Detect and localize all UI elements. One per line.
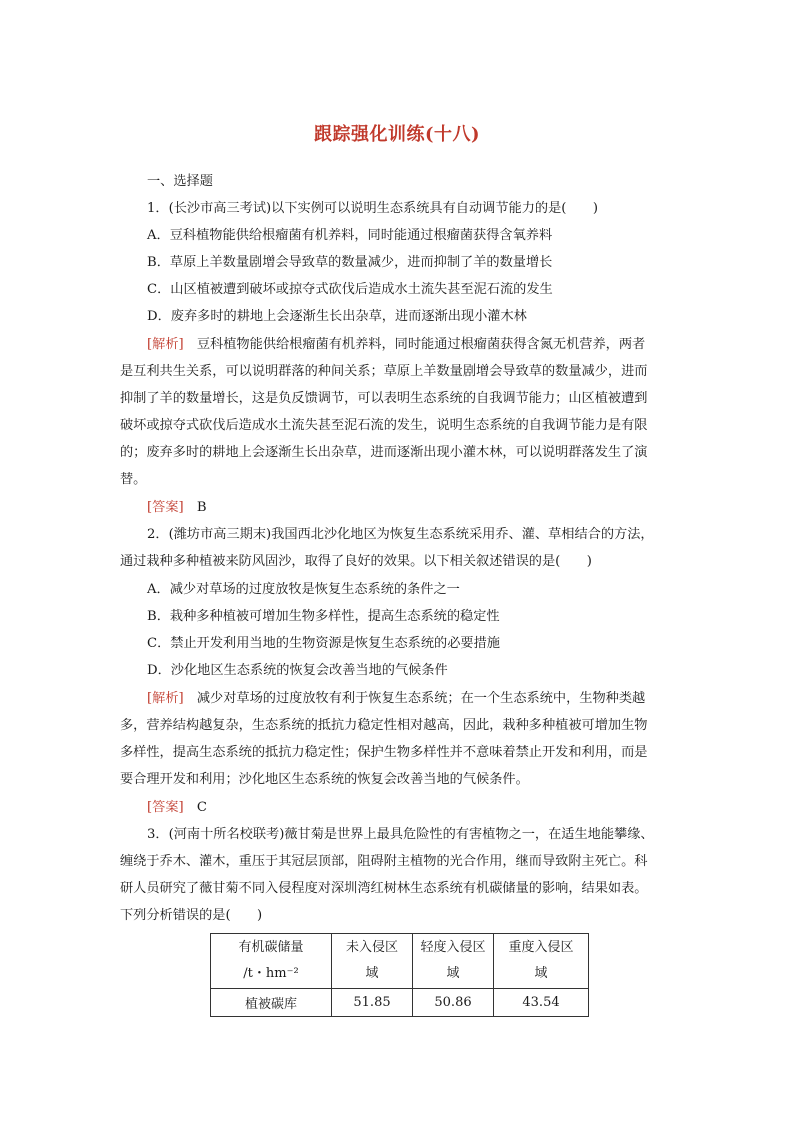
carbon-storage-table: [210, 933, 589, 1017]
q1-analysis-line-2: 是互利共生关系，可以说明群落的种间关系；草原上羊数量剧增会导致草的数量减少，进而: [120, 364, 648, 379]
q1-option-a: A．豆科植物能供给根瘤菌有机养料，同时能通过根瘤菌获得含氧养料: [147, 228, 553, 243]
q1-analysis-line-4: 破坏或掠夺式砍伐后造成水土流失甚至泥石流的发生，说明生态系统的自我调节能力是有限: [120, 418, 648, 433]
q1-analysis-label: [解析]: [147, 337, 184, 352]
question-2-stem-line-1: 2．(潍坊市高三期末)我国西北沙化地区为恢复生态系统采用乔、灌、草相结合的方法，: [147, 527, 654, 542]
question-3-stem-line-3: 研人员研究了薇甘菊不同入侵程度对深圳湾红树林生态系统有机碳储量的影响，结果如表。: [120, 881, 648, 896]
question-2-stem-line-2: 通过栽种多种植被来防风固沙，取得了良好的效果。以下相关叙述错误的是( ): [120, 554, 592, 569]
table-header-cell: 重度入侵区 域: [494, 934, 589, 989]
q2-option-b: B．栽种多种植被可增加生物多样性，提高生态系统的稳定性: [147, 609, 500, 624]
q2-analysis-line-2: 多，营养结构越复杂，生态系统的抵抗力稳定性相对越高，因此，栽种多种植被可增加生物: [120, 718, 648, 733]
q1-answer-value: B: [183, 500, 207, 515]
table-header-row: [211, 934, 589, 989]
question-3-stem-line-1: 3．(河南十所名校联考)薇甘菊是世界上最具危险性的有害植物之一，在适生地能攀缘、: [147, 827, 654, 842]
q1-answer-label: [答案]: [147, 500, 184, 515]
q2-analysis-line-3: 多样性，提高生态系统的抵抗力稳定性；保护生物多样性并不意味着禁止开发和利用，而是: [120, 745, 648, 760]
q2-option-c: C．禁止开发利用当地的生物资源是恢复生态系统的必要措施: [147, 636, 500, 651]
q1-option-d: D．废弃多时的耕地上会逐渐生长出杂草，进而逐渐出现小灌木林: [147, 309, 527, 324]
question-1-stem: 1．(长沙市高三考试)以下实例可以说明生态系统具有自动调节能力的是( ): [147, 201, 598, 216]
q2-answer-value: C: [183, 800, 207, 815]
section-heading: 一、选择题: [147, 174, 213, 189]
table-header-cell: 未入侵区 域: [332, 934, 413, 989]
q2-answer-label: [答案]: [147, 800, 184, 815]
q1-answer: [147, 494, 207, 522]
q1-analysis-line-5: 的；废弃多时的耕地上会逐渐生长出杂草，进而逐渐出现小灌木林，可以说明群落发生了演: [120, 445, 648, 460]
question-3-stem-line-2: 缠绕于乔木、灌木，重压于其冠层顶部，阻碍附主植物的光合作用，继而导致附主死亡。科: [120, 854, 648, 869]
q2-answer: [147, 794, 207, 822]
table-header-cell: 轻度入侵区 域: [413, 934, 494, 989]
q2-analysis-line-4: 要合理开发和利用；沙化地区生态系统的恢复会改善当地的气候条件。: [120, 772, 529, 787]
q1-option-b: B．草原上羊数量剧增会导致草的数量减少，进而抑制了羊的数量增长: [147, 255, 553, 270]
table-cell: 植被碳库: [211, 989, 332, 1017]
page-title: 跟踪强化训练(十八): [313, 124, 481, 145]
q2-analysis-line-1: [解析] 减少对草场的过度放牧有利于恢复生态系统；在一个生态系统中，生物种类越: [147, 691, 646, 706]
question-3-stem-line-4: 下列分析错误的是( ): [120, 908, 263, 923]
q1-option-c: C．山区植被遭到破坏或掠夺式砍伐后造成水土流失甚至泥石流的发生: [147, 282, 553, 297]
q1-analysis-line-3: 抑制了羊的数量增长，这是负反馈调节，可以表明生态系统的自我调节能力；山区植被遭到: [120, 391, 648, 406]
table-row: [211, 989, 589, 1017]
q1-analysis-line-1: [解析] 豆科植物能供给根瘤菌有机养料，同时能通过根瘤菌获得含氮无机营养，两者: [147, 337, 646, 352]
table-cell: 51.85: [332, 989, 413, 1017]
table-header-cell: 有机碳储量 /t・hm⁻²: [211, 934, 332, 989]
table-cell: 43.54: [494, 989, 589, 1017]
q2-option-d: D．沙化地区生态系统的恢复会改善当地的气候条件: [147, 663, 448, 678]
q2-option-a: A．减少对草场的过度放牧是恢复生态系统的条件之一: [147, 582, 460, 597]
q2-analysis-label: [解析]: [147, 691, 184, 706]
table-cell: 50.86: [413, 989, 494, 1017]
q1-analysis-line-6: 替。: [120, 472, 147, 487]
